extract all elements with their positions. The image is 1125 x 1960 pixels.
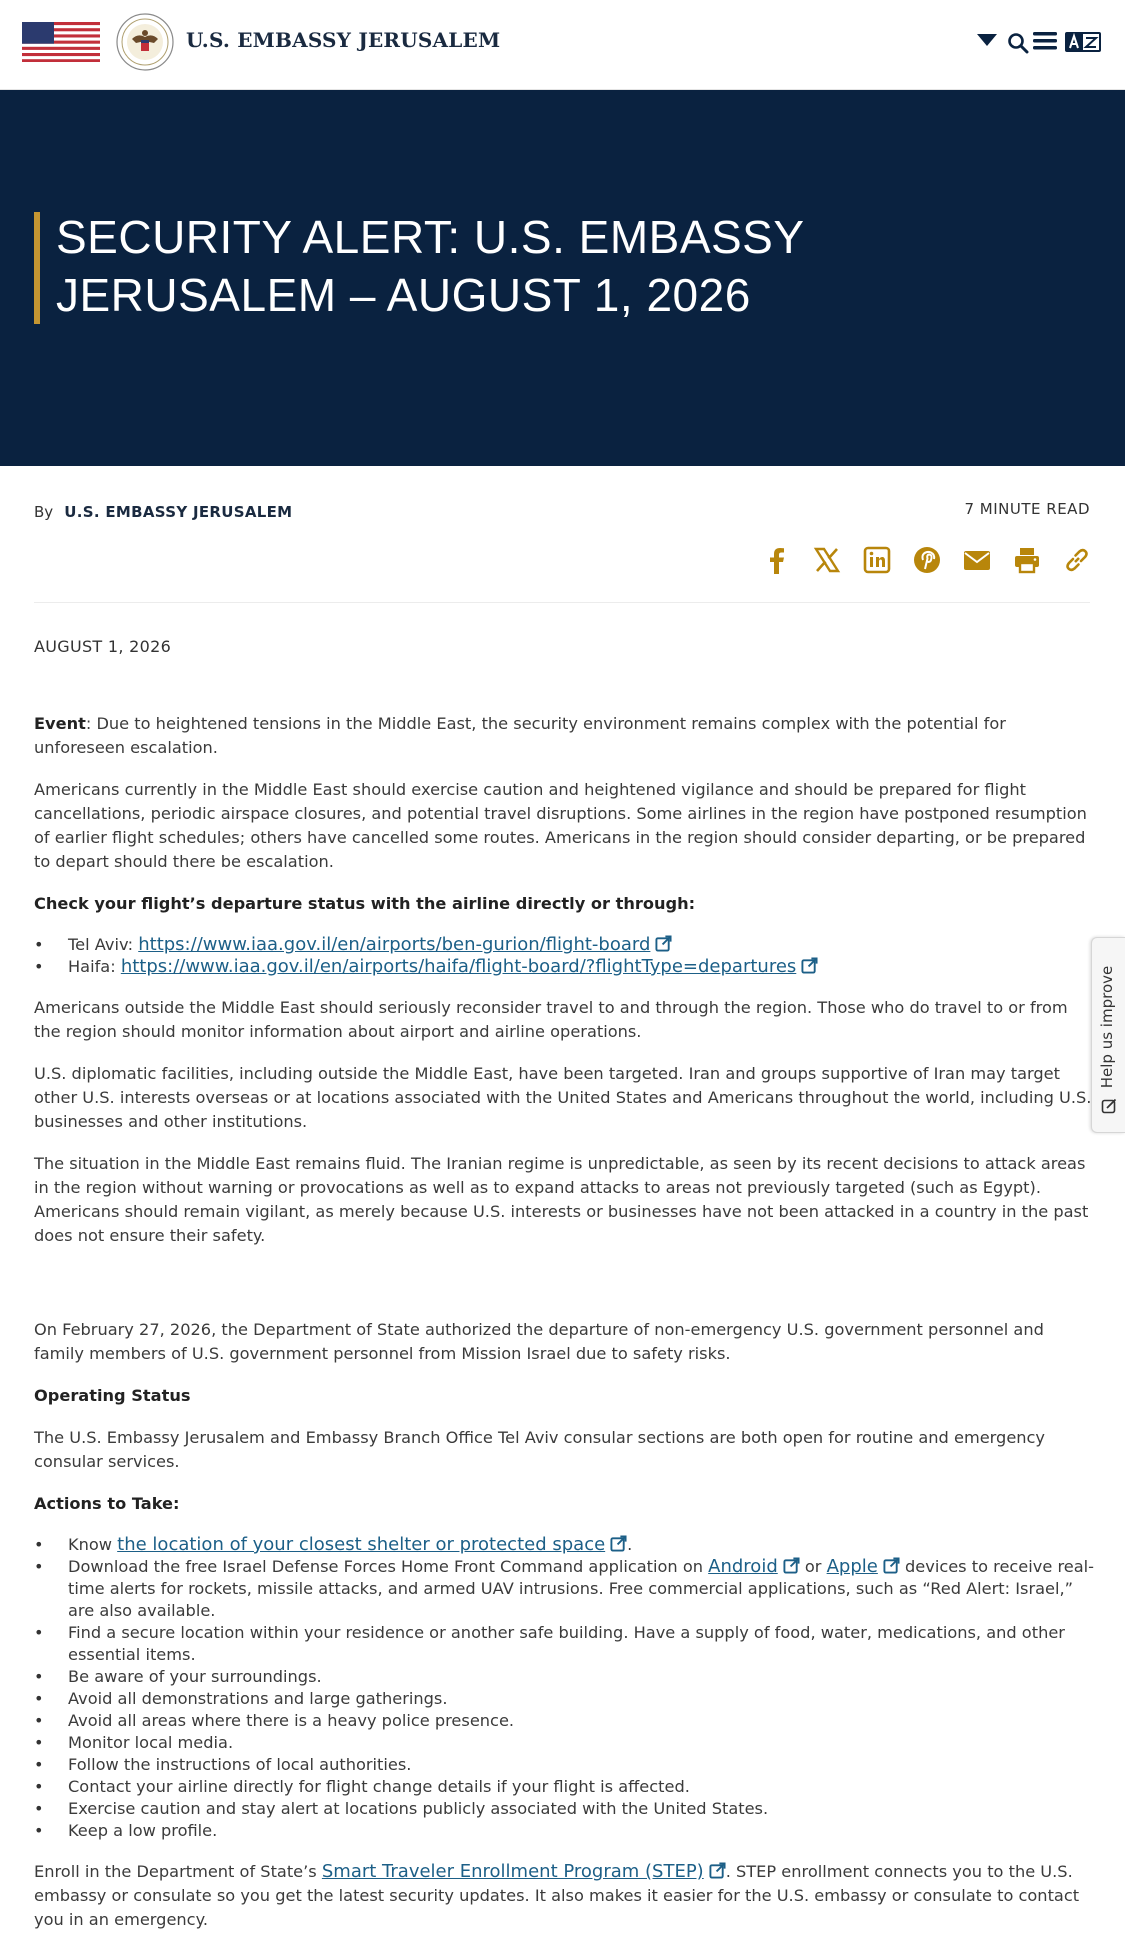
external-link-icon bbox=[709, 1862, 726, 1879]
external-link-icon bbox=[783, 1557, 800, 1574]
pinterest-icon bbox=[912, 545, 942, 575]
situation-paragraph: The situation in the Middle East remains fluid. The Iranian regime is unpredictable, as seen by its recent decisions to attack areas in the region without warning or provocations as well as to expand attacks to areas not previously targeted (such as Egypt). Americans should remain vigilant, as merely because U.S. interests or businesses have not been attacked in a country in the past does not ensure their safety. bbox=[34, 1154, 1089, 1245]
facilities-paragraph: U.S. diplomatic facilities, including outside the Middle East, have been targeted. Iran and groups supportive of Iran may target other U.S. interests overseas or at locations associated with the United States and Americans throughout the world, including U.S. businesses and other institutions. bbox=[34, 1064, 1092, 1131]
external-link-icon bbox=[655, 935, 672, 952]
site-name[interactable]: U.S. EMBASSY JERUSALEM bbox=[186, 28, 501, 52]
operating-status-paragraph: The U.S. Embassy Jerusalem and Embassy Branch Office Tel Aviv consular sections are both open for routine and emergency consular services. bbox=[34, 1428, 1046, 1471]
action-text: Download the free Israel Defense Forces Home Front Command application on bbox=[68, 1557, 709, 1576]
divider bbox=[34, 602, 1090, 603]
departure-paragraph: On February 27, 2026, the Department of State authorized the departure of non-emergency U.S. government personnel and family members of U.S. government personnel from Mission Israel due to safety risks. bbox=[34, 1320, 1044, 1363]
feedback-icon bbox=[1101, 1098, 1117, 1114]
menu-icon[interactable] bbox=[1032, 30, 1058, 52]
flight-links-list bbox=[34, 934, 1094, 978]
list-item: • Monitor local media. bbox=[34, 1732, 1094, 1754]
external-link-icon bbox=[610, 1535, 627, 1552]
haifa-flight-board-link[interactable]: https://www.iaa.gov.il/en/airports/haifa/flight-board/?flightType=departures bbox=[120, 956, 797, 977]
share-email-button[interactable] bbox=[952, 542, 1002, 578]
outside-region-paragraph: Americans outside the Middle East should seriously reconsider travel to and through the region. Those who do travel to or from the region should monitor information about airport and airline operations. bbox=[34, 998, 1068, 1041]
share-linkedin-button[interactable] bbox=[852, 542, 902, 578]
list-item: • Find a secure location within your residence or another safe building. Have a supply of food, water, medications, and other essential items. bbox=[34, 1622, 1094, 1666]
caret-down-icon[interactable] bbox=[976, 33, 998, 47]
share-copy-link-button[interactable] bbox=[1052, 542, 1102, 578]
byline bbox=[34, 502, 292, 521]
by-label: By bbox=[34, 503, 54, 521]
list-item bbox=[34, 1534, 1094, 1556]
share-print-button[interactable] bbox=[1002, 542, 1052, 578]
check-flight-heading: Check your flight’s departure status with the airline directly or through: bbox=[34, 894, 696, 913]
hero-banner bbox=[0, 90, 1125, 466]
actions-list bbox=[34, 1534, 1094, 1842]
publish-date: AUGUST 1, 2026 bbox=[34, 637, 172, 656]
search-icon[interactable] bbox=[1006, 30, 1030, 54]
article-body bbox=[34, 712, 1094, 1950]
read-time: 7 MINUTE READ bbox=[964, 500, 1090, 518]
enroll-text: . STEP enrollment connects you to the U.S. embassy or consulate so you get the latest security updates. It also makes it easier for the U.S. embassy or consulate to contact you in an emergency. bbox=[34, 1862, 1080, 1929]
enroll-paragraph bbox=[34, 1860, 1094, 1932]
page-title: SECURITY ALERT: U.S. EMBASSY JERUSALEM – AUGUST 1, 2026 bbox=[56, 211, 804, 321]
apple-app-link[interactable]: Apple bbox=[826, 1556, 878, 1577]
step-link[interactable]: Smart Traveler Enrollment Program (STEP) bbox=[321, 1861, 704, 1882]
action-text: devices to receive real-time alerts for rockets, missile attacks, and armed UAV intrusions. Free commercial applications, such as “Red Alert: Israel,” are also available. bbox=[68, 1557, 1094, 1620]
x-icon bbox=[812, 545, 842, 575]
list-item: • Be aware of your surroundings. bbox=[34, 1666, 1094, 1688]
flight-link-label: Tel Aviv: bbox=[68, 935, 139, 954]
flight-link-label: Haifa: bbox=[68, 957, 121, 976]
tel-aviv-flight-board-link[interactable]: https://www.iaa.gov.il/en/airports/ben-gurion/flight-board bbox=[138, 934, 651, 955]
share-bar bbox=[752, 540, 1102, 580]
action-text: Know bbox=[68, 1535, 118, 1554]
share-facebook-button[interactable] bbox=[752, 542, 802, 578]
list-item bbox=[34, 1556, 1094, 1622]
operating-status-heading: Operating Status bbox=[34, 1386, 191, 1405]
us-flag-icon[interactable] bbox=[22, 22, 100, 62]
external-link-icon bbox=[801, 957, 818, 974]
embassy-seal-icon[interactable] bbox=[116, 13, 174, 71]
list-item: • Keep a low profile. bbox=[34, 1820, 1094, 1842]
action-text: or bbox=[799, 1557, 827, 1576]
copy-link-icon bbox=[1062, 545, 1092, 575]
android-app-link[interactable]: Android bbox=[708, 1556, 778, 1577]
spacer bbox=[34, 1266, 1094, 1318]
hero-accent-bar bbox=[34, 212, 40, 324]
facebook-icon bbox=[762, 545, 792, 575]
shelter-location-link[interactable]: the location of your closest shelter or protected space bbox=[117, 1534, 606, 1555]
event-label: Event bbox=[34, 714, 86, 733]
event-paragraph bbox=[34, 712, 1094, 760]
enroll-text: Enroll in the Department of State’s bbox=[34, 1862, 322, 1881]
americans-region-paragraph: Americans currently in the Middle East should exercise caution and heightened vigilance and should be prepared for flight cancellations, periodic airspace closures, and potential travel disruptions. Some airlines in the region have postponed resumption of earlier flight schedules; others have cancelled some routes. Americans in the region should consider departing, or be prepared to depart should there be escalation. bbox=[34, 780, 1087, 871]
site-header bbox=[0, 0, 1125, 90]
linkedin-icon bbox=[862, 545, 892, 575]
list-item bbox=[34, 934, 1094, 956]
action-text: . bbox=[627, 1535, 633, 1554]
print-icon bbox=[1012, 545, 1042, 575]
translate-icon[interactable] bbox=[1064, 30, 1102, 54]
share-pinterest-button[interactable] bbox=[902, 542, 952, 578]
author-name: U.S. EMBASSY JERUSALEM bbox=[64, 503, 293, 521]
share-x-button[interactable] bbox=[802, 542, 852, 578]
event-text: : Due to heightened tensions in the Middle East, the security environment remains complex with the potential for unforeseen escalation. bbox=[34, 714, 1006, 757]
help-us-improve-label: Help us improve bbox=[1098, 965, 1116, 1089]
list-item: • Exercise caution and stay alert at locations publicly associated with the United States. bbox=[34, 1798, 1094, 1820]
external-link-icon bbox=[883, 1557, 900, 1574]
list-item: • Avoid all demonstrations and large gatherings. bbox=[34, 1688, 1094, 1710]
help-us-improve-tab[interactable] bbox=[1091, 937, 1125, 1133]
list-item: • Contact your airline directly for flight change details if your flight is affected. bbox=[34, 1776, 1094, 1798]
list-item: • Follow the instructions of local authorities. bbox=[34, 1754, 1094, 1776]
actions-heading: Actions to Take: bbox=[34, 1494, 180, 1513]
list-item bbox=[34, 956, 1094, 978]
list-item: • Avoid all areas where there is a heavy police presence. bbox=[34, 1710, 1094, 1732]
email-icon bbox=[962, 545, 992, 575]
